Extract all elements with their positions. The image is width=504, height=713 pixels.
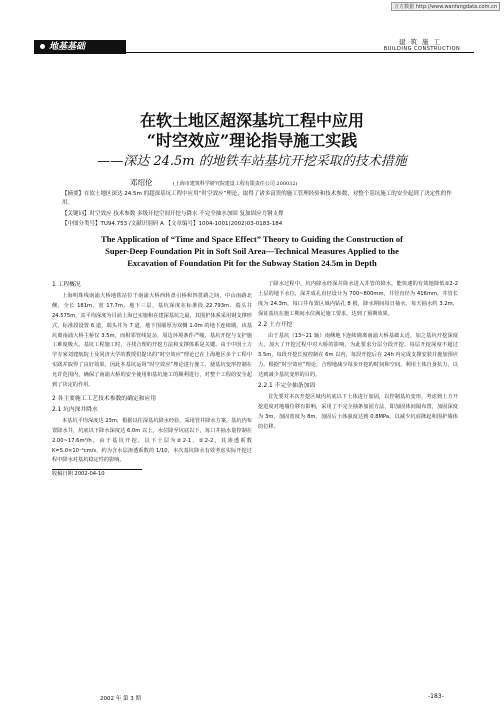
english-title-line-3: Excavation of Foundation Pit for the Subway Station 24.5m in Depth [127, 258, 377, 268]
body-paragraph: 上海明珠线南浦大桥地铁站位于南浦大桥西转盘引桥和四贯路之间，中山南路北侧，全长 181m，宽 17.7m，地下三层，基坑深度在标准段 22.793m，端头井 24.575m，其平均深度为目前上海已实施和在建深基坑之最，其围护体系采用钢支撑形式，标准段设置 6 道，端头井为 7 道，地下围墙厚为双侧 1.0m 的地下连续墙。该基坑离南浦大桥主桥仅 3.5m，而相邻管线复杂，周边环境条件严峻，基坑开挖与支护施工难度极大。基坑工程施工时，寻找合理的开挖方法和支撑体系是关键。由于中国土力学专家刘建航院士及同济大学的教授们提出的“时空效应”理论已在上海地区多个工程中实践并取得了良好效果，因此本基坑运用“时空效应”理论进行施工，使基坑变形控制在允许范围内，确保了南浦大桥的安全使用和基坑施工的顺利进行，对整个工程的安全起到了决定的作用。 [52, 292, 252, 389]
watermark: 万方数据 http://www.wanfangdata.com.cn [391, 2, 500, 11]
subsection-heading: 2.1 坑内深井降水 [52, 406, 98, 413]
page-number: -183- [428, 693, 444, 700]
classification: 【中图分类号】TU94.753 /文献识别码 A 【文章编号】1004-1001(2002)03-0183-184 [62, 221, 283, 227]
body-paragraph: 由于基坑（13~21 轴）南侧地下连续墙离南浦大桥基础太近，加之基坑开挖深度大，加大了开挖过程中对大桥的影响，为此要求分层分段开挖，每层开挖深度不超过 3.5m，每段开挖长度控制在 6m 以内，每段开挖后在 24h 内完成支撑安装并施加预应力。根据“时空效应”理论，合理地减少每步开挖的时间和空间，利用土体自身抗力，以达到减少基坑变形的目的。 [258, 332, 458, 379]
subtitle: ——深达 24.5m 的地铁车站基坑开挖采取的技术措施 [97, 154, 407, 169]
subsection-heading: 2.2 土方开挖 [258, 321, 293, 328]
english-title-line-2: Super-Deep Foundation Pit in Soft Soil Area—Technical Measures Applied to the [105, 246, 399, 256]
section-heading: 1 工程概况 [52, 282, 81, 288]
header-rule [126, 52, 474, 53]
subsection-heading: 2.2.1 不完全抽条加固 [258, 383, 316, 390]
title-line-2: “时空效应”理论指导施工实践 [146, 131, 358, 150]
journal-name-cn: 建筑施工 [399, 38, 445, 46]
abstract: 【摘要】在软土地区深达 24.5m 的超深基坑工程中应用“时空效应”理论，取得了诸多富贵的施工管理经验和技术参数，对整个基坑施工的安全起到了决定性的作用。 [62, 191, 452, 206]
received-date: 收稿日期 2002-04-10 [52, 469, 142, 480]
author-name: 邓绍伦 [130, 178, 153, 187]
section-heading: 2 各主要施工工艺技术参数的确定和应用 [52, 395, 157, 402]
journal-name-en: BUILDING CONSTRUCTION [383, 46, 461, 52]
body-paragraph: 了降水过程中，坑内降水经深井降水进入井管的降水，能快速的有效地降低②2-2 土层的地下水位，深井成孔直径设计为 700~800mm，井管直径为 416mm，井管长度为 24.3m，每口井布置区域内钻孔 8 根，降水期间每日抽水，每天抽水约 3.2m，保证基坑在施工期间水位满足施工要求，达到了预期效果。 [258, 281, 458, 317]
section-header [34, 40, 126, 54]
body-paragraph: 本基坑平均深度达 23m，根据以往深基坑降水经验，采用管井降水方案，基坑内布置降水井，坑底以下降水深度达 6.0m 以上，水位降至坑底以下，每口井抽水量控制在 2.00~17.6m³/h，由于基坑开挖，以下土层为②2-1、②2-2，其渗透系数 K=5.0×10⁻⁴cm/s，约为含水层渗透系数的 1/10，本次基坑降水有效考虑实际开挖过程中降水对基坑稳定性的影响。 [52, 417, 252, 464]
body-paragraph: 首先要对本次开挖区域内坑底以下土体进行加固，以控制基坑变形，考虑到土方开挖进度对地墙位移有影响，采用了不完全抽条加固方法，即加固体间隔布置，加固深度为 3m，加固宽度为 8m，加固后土体强度达到 0.8MPa，以减少坑底隆起和围护墙体的位移。 [258, 393, 458, 430]
keywords: 【关键词】时空效应 技术参数 多级开挖空间开挖与降水 不完全抽水加固 复加固应力钢支撑 [62, 211, 284, 217]
title-line-1: 在软土地区超深基坑工程中应用 [139, 111, 364, 130]
right-column [258, 280, 458, 433]
issue-mark: 2002 年 第 3 期 [100, 696, 141, 702]
author-line [130, 177, 297, 188]
english-title-line-1: The Application of “Time and Space Effect” Theory to Guiding the Construction of [101, 234, 403, 244]
journal-masthead [370, 37, 474, 52]
left-column [52, 280, 252, 480]
section-label: 地基基础 [49, 42, 86, 52]
affiliation: (上海市建筑科学研究院建设工程有限责任公司 200032) [172, 181, 298, 187]
bullet-icon [40, 44, 45, 49]
